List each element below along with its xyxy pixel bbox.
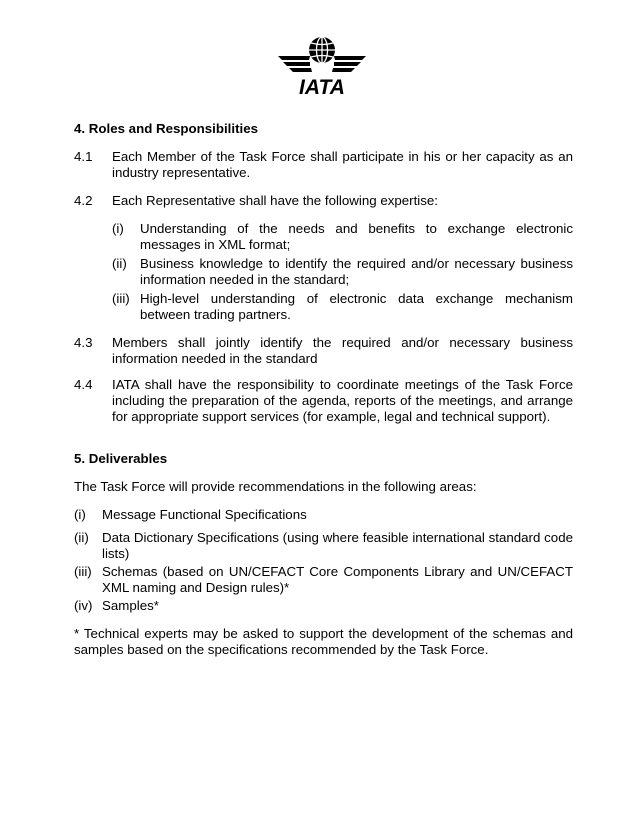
iata-logo: [276, 34, 368, 96]
deliverable-text: Message Functional Specifications: [102, 507, 307, 522]
deliverable-number: (ii): [74, 530, 89, 545]
item-text: Members shall jointly identify the required and/or necessary business information needed in the standard: [112, 335, 573, 366]
deliverable-number: (i): [74, 507, 86, 522]
subitem-number: (i): [112, 221, 124, 236]
item-text: Each Member of the Task Force shall participate in his or her capacity as an industry representative.: [112, 149, 573, 180]
section-5-intro: The Task Force will provide recommendations in the following areas:: [74, 479, 477, 494]
logo-text: IATA: [299, 76, 345, 96]
deliverable-number: (iv): [74, 598, 93, 613]
subitem-text: Understanding of the needs and benefits to exchange electronic messages in XML format;: [140, 221, 573, 252]
section-4-heading: 4. Roles and Responsibilities: [74, 121, 258, 136]
deliverable-text: Samples*: [102, 598, 159, 613]
item-number: 4.4: [74, 377, 93, 392]
item-text: Each Representative shall have the following expertise:: [112, 193, 438, 208]
footnote: * Technical experts may be asked to support the development of the schemas and samples based on the specifications recommended by the Task Force.: [74, 626, 573, 657]
item-number: 4.1: [74, 149, 93, 164]
subitem-number: (ii): [112, 256, 127, 271]
subitem-text: High-level understanding of electronic data exchange mechanism between trading partners.: [140, 291, 573, 322]
section-5-heading: 5. Deliverables: [74, 451, 168, 466]
deliverable-number: (iii): [74, 564, 92, 579]
deliverable-text: Schemas (based on UN/CEFACT Core Components Library and UN/CEFACT XML naming and Design rules)*: [102, 564, 573, 595]
deliverable-text: Data Dictionary Specifications (using where feasible international standard code lists): [102, 530, 573, 561]
item-text: IATA shall have the responsibility to coordinate meetings of the Task Force including the preparation of the agenda, reports of the meetings, and arrange for appropriate support services (for example, legal and technical support).: [112, 377, 573, 424]
subitem-number: (iii): [112, 291, 130, 306]
subitem-text: Business knowledge to identify the required and/or necessary business information needed in the standard;: [140, 256, 573, 287]
item-number: 4.3: [74, 335, 93, 350]
item-number: 4.2: [74, 193, 93, 208]
